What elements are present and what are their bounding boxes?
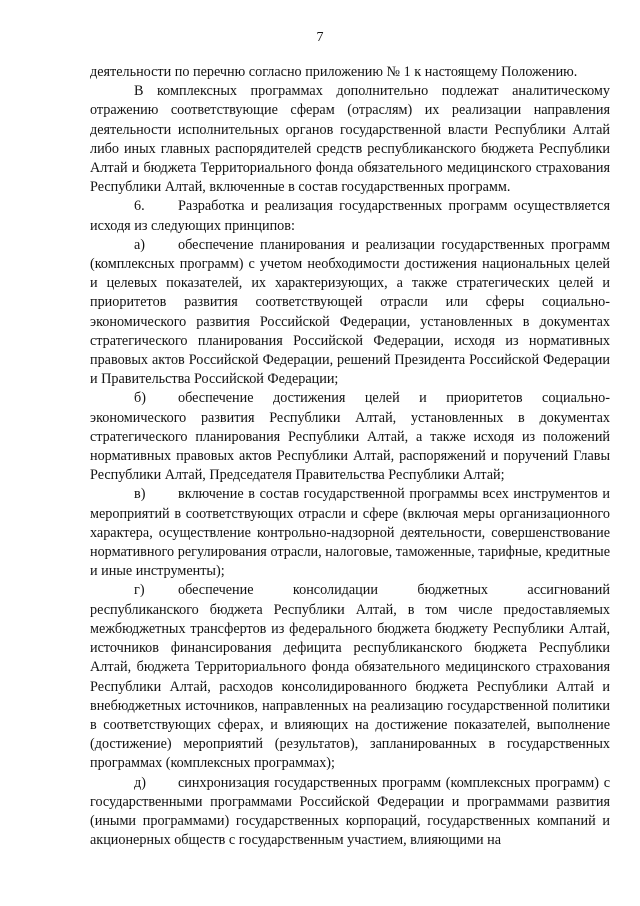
paragraph-continuation (90, 63, 610, 82)
paragraph-subitem-a (90, 236, 610, 390)
paragraph-text: синхронизация государственных программ (комплексных программ) с государственными программами Российской Федерации и программами развития (иными программами) государственных корпораций, государственных компаний и акционерных обществ с государственным участием, влияющими на (90, 774, 610, 849)
paragraph-item-6 (90, 197, 610, 235)
paragraph-subitem-d (90, 774, 610, 851)
paragraph-text: В комплексных программах дополнительно подлежат аналитическому отражению соответствующие сферам (отраслям) их реализации направления деятельности исполнительных органов государственной власти Республики Алтай либо иных главных распорядителей средств республиканского бюджета Республики Алтай и бюджета Территориального фонда обязательного медицинского страхования Республики Алтай, включенные в состав государственных программ. (90, 83, 610, 196)
paragraph-text: деятельности по перечню согласно приложению № 1 к настоящему Положению. (90, 64, 578, 80)
item-marker: д) (134, 774, 146, 791)
item-marker: в) (134, 486, 146, 503)
item-marker: а) (134, 236, 146, 253)
paragraph-text: обеспечение планирования и реализации государственных программ (комплексных программ) с учетом необходимости достижения национальных целей и целевых показателей, их характеризующих, а также стратегических целей и приоритетов развития соответствующей отрасли или сферы социально-экономического развития Российской Федерации, установленных в документах стратегического планирования Российской Федерации, исходя из нормативных правовых актов Российской Федерации, решений Президента Российской Федерации и Правительства Российской Федерации; (90, 236, 610, 388)
paragraph-subitem-b (90, 389, 610, 485)
paragraph-text: включение в состав государственной программы всех инструментов и мероприятий в соответствующих отрасли и сфере (включая меры организационного характера, осуществление контрольно-надзорной деятельности, совершенствование нормативного регулирования отрасли, налоговые, таможенные, тарифные, кредитные и иные инструменты); (90, 486, 610, 580)
paragraph-subitem-v (90, 485, 610, 581)
item-marker: г) (134, 582, 145, 599)
item-marker: 6. (134, 198, 145, 215)
paragraph-subitem-g (90, 581, 610, 773)
document-body (90, 63, 610, 850)
paragraph-text: обеспечение консолидации бюджетных ассигнований республиканского бюджета Республики Алтай, в том числе предоставляемых межбюджетных трансфертов из федерального бюджета бюджету Республики Алтай, источников финансирования дефицита республиканского бюджета Республики Алтай, бюджета Территориального фонда обязательного медицинского страхования Республики Алтай, расходов консолидированного бюджета Республики Алтай и внебюджетных источников, направленных на реализацию государственной политики в соответствующих сферах, и влияющих на достижение показателей, выполнение (достижение) мероприятий (результатов), запланированных в государственных программах (комплексных программах); (90, 582, 610, 772)
paragraph-text: обеспечение достижения целей и приоритетов социально-экономического развития Республики Алтай, установленных в документах стратегического планирования Республики Алтай, а также исходя из положений нормативных правовых актов Республики Алтай, распоряжений и поручений Главы Республики Алтай, Председателя Правительства Республики Алтай; (90, 390, 610, 484)
paragraph-complex-programs (90, 82, 610, 197)
page-number: 7 (316, 30, 324, 45)
paragraph-text: Разработка и реализация государственных программ осуществляется исходя из следующих принципов: (90, 198, 610, 234)
item-marker: б) (134, 390, 146, 407)
